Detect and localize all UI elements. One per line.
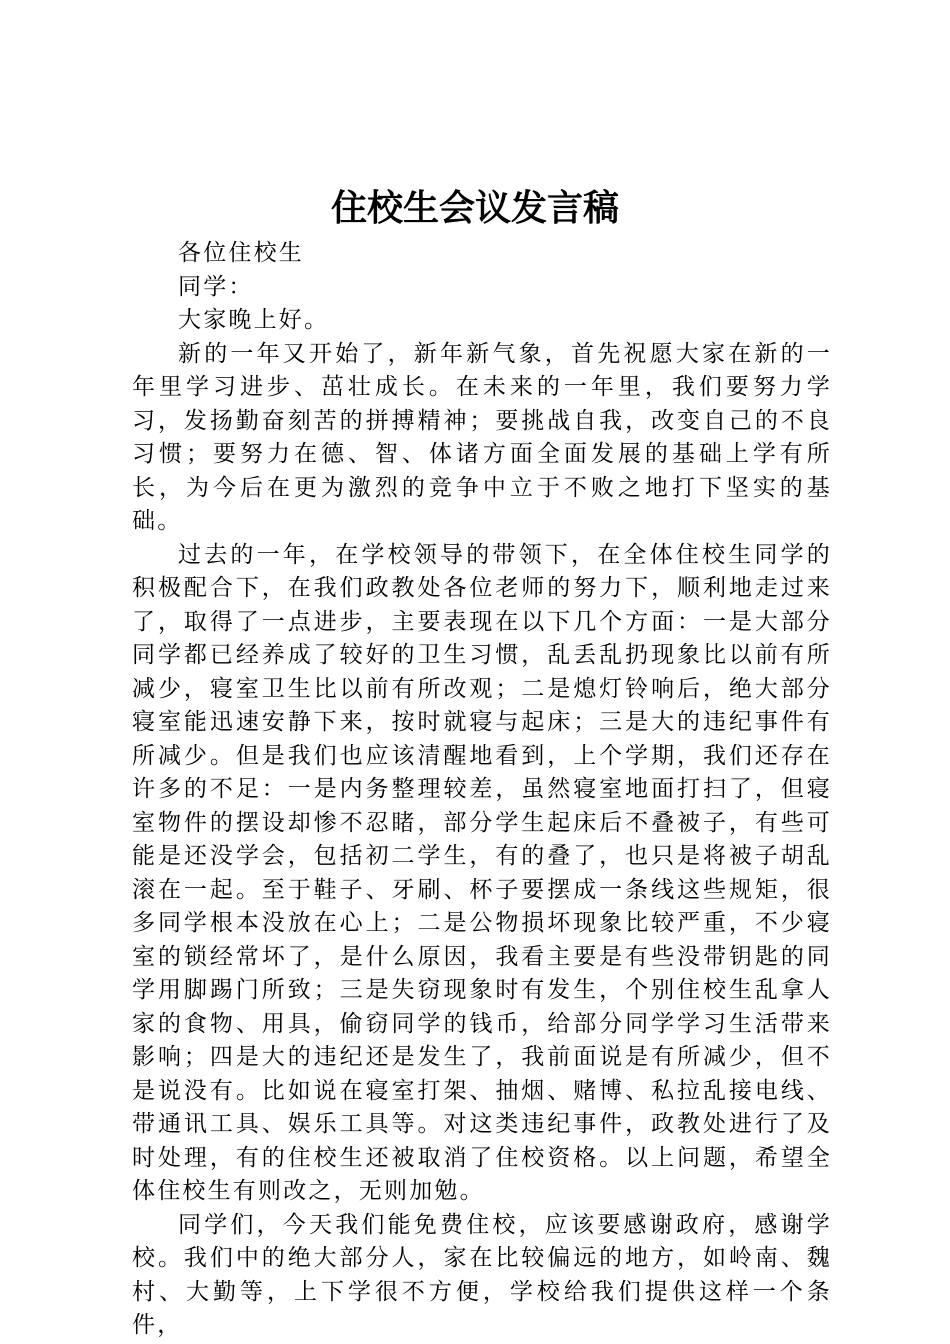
document-body	[132, 237, 832, 1343]
document-title: 住校生会议发言稿	[330, 187, 619, 229]
salutation-line-2: 同学：	[178, 273, 254, 300]
paragraph-new-year: 新的一年又开始了，新年新气象，首先祝愿大家在新的一年里学习进步、茁壮成长。在未来的一年里，我们要努力学习，发扬勤奋刻苦的拼搏精神；要挑战自我，改变自己的不良习惯；要努力在德、智、体诸方面全面发展的基础上学有所长，为今后在更为激烈的竞争中立于不败之地打下坚实的基础。	[132, 340, 832, 534]
salutation-line-1: 各位住校生	[178, 240, 304, 266]
greeting: 大家晚上好。	[178, 307, 330, 333]
paragraph-gratitude: 同学们，今天我们能免费住校，应该要感谢政府，感谢学校。我们中的绝大部分人，家在比较偏远的地方，如岭南、魏村、大勤等，上下学很不方便，学校给我们提供这样一个条件，	[132, 1211, 832, 1338]
paragraph-past-year: 过去的一年，在学校领导的带领下，在全体住校生同学的积极配合下，在我们政教处各位老师的努力下，顺利地走过来了，取得了一点进步，主要表现在以下几个方面：一是大部分同学都已经养成了较好的卫生习惯，乱丢乱扔现象比以前有所减少，寝室卫生比以前有所改观；二是熄灯铃响后，绝大部分寝室能迅速安静下来，按时就寝与起床；三是大的违纪事件有所减少。但是我们也应该清醒地看到，上个学期，我们还存在许多的不足：一是内务整理较差，虽然寝室地面打扫了，但寝室物件的摆设却惨不忍睹，部分学生起床后不叠被子，有些可能是还没学会，包括初二学生，有的叠了，也只是将被子胡乱滚在一起。至于鞋子、牙刷、杯子要摆成一条线这些规矩，很多同学根本没放在心上；二是公物损坏现象比较严重，不少寝室的锁经常坏了，是什么原因，我看主要是有些没带钥匙的同学用脚踢门所致；三是失窃现象时有发生，个别住校生乱拿人家的食物、用具，偷窃同学的钱币，给部分同学学习生活带来影响；四是大的违纪还是发生了，我前面说是有所减少，但不是说没有。比如说在寝室打架、抽烟、赌博、私拉乱接电线、带通讯工具、娱乐工具等。对这类违纪事件，政教处进行了及时处理，有的住校生还被取消了住校资格。以上问题，希望全体住校生有则改之，无则加勉。	[132, 541, 832, 1204]
